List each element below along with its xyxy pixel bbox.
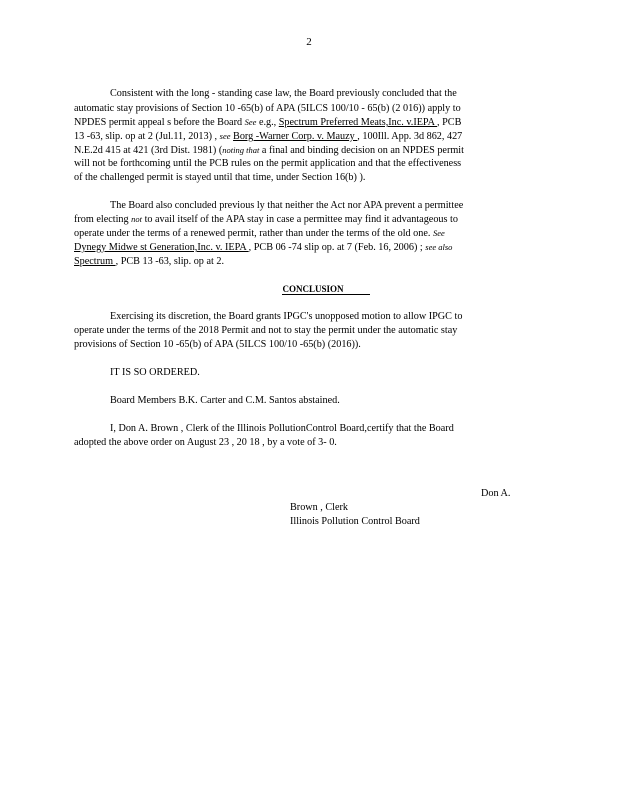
case-citation: Spectrum xyxy=(74,256,116,267)
noting-signal: noting that xyxy=(222,145,260,155)
para3-line1: Exercising its discretion, the Board grants IPGC's unopposed motion to allow IPGC to xyxy=(110,311,463,322)
see-also-signal: see also xyxy=(425,242,453,252)
certify-line2: adopted the above order on August 23 , 20 18 , by a vote of 3- 0. xyxy=(74,437,337,448)
para3-line3: provisions of Section 10 -65(b) of APA (5ILCS 100/10 -65(b) (2016)). xyxy=(74,339,361,350)
page-number: 2 xyxy=(306,36,312,48)
para2-line5 xyxy=(74,255,224,268)
case-citation: Borg -Warner Corp. v. Mauzy xyxy=(233,131,358,142)
text: from electing xyxy=(74,214,132,225)
see-signal: See xyxy=(432,228,445,238)
conclusion-heading xyxy=(0,284,618,295)
text: , 100Ill. App. 3d 862, 427 xyxy=(357,131,463,142)
para1-line4 xyxy=(74,130,462,143)
para1-line7: of the challenged permit is stayed until that time, under Section 16(b) ). xyxy=(74,172,366,183)
para1-line3 xyxy=(74,116,461,129)
para2-line3 xyxy=(74,227,445,240)
emphasis-not: not xyxy=(131,214,143,224)
para2-line2 xyxy=(74,213,458,226)
text: , PCB 06 -74 slip op. at 7 (Feb. 16, 2006) ; xyxy=(248,242,426,253)
text: , PCB 13 -63, slip. op at 2. xyxy=(115,256,224,267)
case-citation: Dynegy Midwe st Generation,Inc. v. IEPA xyxy=(74,242,249,253)
para1-line6: will not be forthcoming until the PCB rules on the permit application and that the effectiveness xyxy=(74,158,462,169)
para1-line5 xyxy=(74,144,464,157)
text: , PCB xyxy=(437,117,462,128)
heading-text: CONCLUSION xyxy=(282,284,369,295)
para3-line2: operate under the terms of the 2018 Permit and not to stay the permit under the automatic stay xyxy=(74,325,458,336)
signature-name-last: Brown , Clerk xyxy=(290,502,349,513)
abstained-line: Board Members B.K. Carter and C.M. Santos abstained. xyxy=(110,395,340,406)
text: 13 -63, slip. op at 2 (Jul.11, 2013) , xyxy=(74,131,220,142)
signature-name-first: Don A. xyxy=(481,488,511,499)
para2-line4 xyxy=(74,241,452,254)
see-signal: See xyxy=(244,117,257,127)
signature-title: Illinois Pollution Control Board xyxy=(290,516,420,527)
text: to avail itself of the APA stay in case a permittee may find it advantageous to xyxy=(142,214,458,225)
text: a final and binding decision on an NPDES permit xyxy=(259,145,464,156)
so-ordered: IT IS SO ORDERED. xyxy=(110,367,200,378)
text: NPDES permit appeal s before the Board xyxy=(74,117,245,128)
case-citation: Spectrum Preferred Meats,Inc. v.IEPA xyxy=(278,117,438,128)
para2-line1: The Board also concluded previous ly that neither the Act nor APA prevent a permittee xyxy=(110,200,464,211)
text: operate under the terms of a renewed permit, rather than under the terms of the old one. xyxy=(74,228,433,239)
para1-line2: automatic stay provisions of Section 10 -65(b) of APA (5ILCS 100/10 - 65(b) (2 016)) apply to xyxy=(74,103,461,114)
para1-line1: Consistent with the long - standing case law, the Board previously concluded that the xyxy=(110,88,457,99)
text: N.E.2d 415 at 421 (3rd Dist. 1981) ( xyxy=(74,145,223,156)
text: e.g., xyxy=(256,117,279,128)
certify-line1: I, Don A. Brown , Clerk of the Illinois PollutionControl Board,certify that the Board xyxy=(110,423,454,434)
see-signal: see xyxy=(219,131,231,141)
